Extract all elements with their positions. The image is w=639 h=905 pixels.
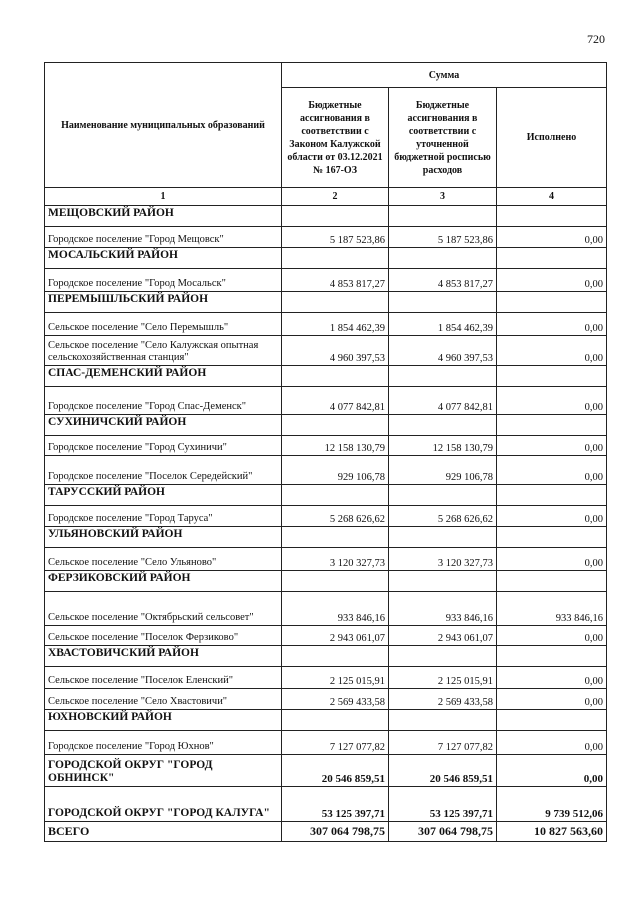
total-label: ВСЕГО: [45, 822, 282, 842]
settlement-name: Городское поселение "Поселок Середейский": [45, 456, 282, 485]
refined-allocation-value: 933 846,16: [389, 592, 497, 626]
settlement-row: [45, 592, 607, 626]
refined-allocation-value: 12 158 130,79: [389, 436, 497, 456]
empty-cell: [389, 710, 497, 731]
law-allocation-value: 20 546 859,51: [282, 755, 389, 787]
settlement-name: Городское поселение "Город Мосальск": [45, 269, 282, 292]
empty-cell: [282, 571, 389, 592]
settlement-row: [45, 436, 607, 456]
refined-allocation-value: 2 943 061,07: [389, 626, 497, 646]
district-row: [45, 485, 607, 506]
header-executed: Исполнено: [497, 88, 607, 188]
empty-cell: [497, 527, 607, 548]
law-allocation-value: 2 943 061,07: [282, 626, 389, 646]
law-allocation-value: 2 125 015,91: [282, 667, 389, 689]
settlement-name: ГОРОДСКОЙ ОКРУГ "ГОРОД КАЛУГА": [45, 787, 282, 822]
empty-cell: [282, 710, 389, 731]
empty-cell: [497, 646, 607, 667]
law-allocation-value: 7 127 077,82: [282, 731, 389, 755]
empty-cell: [389, 571, 497, 592]
column-number: 1: [45, 188, 282, 206]
empty-cell: [282, 292, 389, 313]
refined-allocation-value: 929 106,78: [389, 456, 497, 485]
settlement-name: Городское поселение "Город Таруса": [45, 506, 282, 527]
district-name: МОСАЛЬСКИЙ РАЙОН: [45, 248, 282, 269]
settlement-row: [45, 626, 607, 646]
district-name: СПАС-ДЕМЕНСКИЙ РАЙОН: [45, 366, 282, 387]
header-name: Наименование муниципальных образований: [45, 63, 282, 188]
district-row: [45, 710, 607, 731]
empty-cell: [389, 485, 497, 506]
settlement-row: [45, 667, 607, 689]
settlement-row: [45, 313, 607, 336]
district-row: [45, 366, 607, 387]
law-allocation-value: 4 960 397,53: [282, 336, 389, 366]
empty-cell: [389, 248, 497, 269]
empty-cell: [497, 366, 607, 387]
empty-cell: [497, 292, 607, 313]
empty-cell: [497, 415, 607, 436]
settlement-name: ГОРОДСКОЙ ОКРУГ "ГОРОД ОБНИНСК": [45, 755, 282, 787]
empty-cell: [389, 415, 497, 436]
page-number: 720: [587, 32, 605, 46]
settlement-row: [45, 269, 607, 292]
law-allocation-value: 12 158 130,79: [282, 436, 389, 456]
empty-cell: [497, 571, 607, 592]
settlement-row: [45, 336, 607, 366]
executed-value: 0,00: [497, 731, 607, 755]
empty-cell: [282, 485, 389, 506]
law-allocation-value: 53 125 397,71: [282, 787, 389, 822]
executed-value: 0,00: [497, 689, 607, 710]
district-row: [45, 527, 607, 548]
law-allocation-value: 5 187 523,86: [282, 227, 389, 248]
empty-cell: [389, 206, 497, 227]
executed-value: 933 846,16: [497, 592, 607, 626]
settlement-row: [45, 387, 607, 415]
district-name: ПЕРЕМЫШЛЬСКИЙ РАЙОН: [45, 292, 282, 313]
settlement-name: Сельское поселение "Село Хвастовичи": [45, 689, 282, 710]
settlement-row: [45, 456, 607, 485]
settlement-name: Сельское поселение "Поселок Еленский": [45, 667, 282, 689]
executed-value: 0,00: [497, 626, 607, 646]
executed-value: 0,00: [497, 755, 607, 787]
district-name: СУХИНИЧСКИЙ РАЙОН: [45, 415, 282, 436]
settlement-name: Сельское поселение "Поселок Ферзиково": [45, 626, 282, 646]
empty-cell: [282, 527, 389, 548]
law-allocation-value: 1 854 462,39: [282, 313, 389, 336]
executed-value: 0,00: [497, 456, 607, 485]
settlement-row: [45, 506, 607, 527]
refined-allocation-value: 2 125 015,91: [389, 667, 497, 689]
empty-cell: [497, 710, 607, 731]
executed-value: 0,00: [497, 227, 607, 248]
empty-cell: [282, 366, 389, 387]
law-allocation-value: 4 853 817,27: [282, 269, 389, 292]
header-refined-allocation: Бюджетные ассигнования в соответствии с уточненной бюджетной росписью расходов: [389, 88, 497, 188]
empty-cell: [282, 646, 389, 667]
district-name: УЛЬЯНОВСКИЙ РАЙОН: [45, 527, 282, 548]
settlement-name: Сельское поселение "Село Калужская опытная сельскохозяйственная станция": [45, 336, 282, 366]
executed-value: 0,00: [497, 667, 607, 689]
refined-allocation-value: 3 120 327,73: [389, 548, 497, 571]
executed-value: 9 739 512,06: [497, 787, 607, 822]
empty-cell: [282, 206, 389, 227]
refined-allocation-value: 53 125 397,71: [389, 787, 497, 822]
law-allocation-value: 4 077 842,81: [282, 387, 389, 415]
header-law-allocation: Бюджетные ассигнования в соответствии с Законом Калужской области от 03.12.2021 № 167-ОЗ: [282, 88, 389, 188]
law-allocation-value: 933 846,16: [282, 592, 389, 626]
empty-cell: [497, 248, 607, 269]
refined-allocation-value: 20 546 859,51: [389, 755, 497, 787]
law-allocation-value: 3 120 327,73: [282, 548, 389, 571]
settlement-name: Городское поселение "Город Спас-Деменск": [45, 387, 282, 415]
settlement-row: [45, 227, 607, 248]
header-summa: Сумма: [282, 63, 607, 88]
settlement-name: Сельское поселение "Село Ульяново": [45, 548, 282, 571]
refined-allocation-value: 4 853 817,27: [389, 269, 497, 292]
refined-allocation-value: 5 268 626,62: [389, 506, 497, 527]
executed-value: 0,00: [497, 313, 607, 336]
budget-table: [44, 62, 607, 842]
law-allocation-value: 929 106,78: [282, 456, 389, 485]
total-refined-allocation: 307 064 798,75: [389, 822, 497, 842]
column-number: 2: [282, 188, 389, 206]
empty-cell: [389, 527, 497, 548]
executed-value: 0,00: [497, 436, 607, 456]
city-district-row: [45, 755, 607, 787]
total-law-allocation: 307 064 798,75: [282, 822, 389, 842]
settlement-name: Городское поселение "Город Сухиничи": [45, 436, 282, 456]
refined-allocation-value: 2 569 433,58: [389, 689, 497, 710]
law-allocation-value: 5 268 626,62: [282, 506, 389, 527]
law-allocation-value: 2 569 433,58: [282, 689, 389, 710]
district-row: [45, 415, 607, 436]
settlement-name: Городское поселение "Город Юхнов": [45, 731, 282, 755]
executed-value: 0,00: [497, 269, 607, 292]
total-row: [45, 822, 607, 842]
district-row: [45, 571, 607, 592]
district-name: МЕЩОВСКИЙ РАЙОН: [45, 206, 282, 227]
total-executed: 10 827 563,60: [497, 822, 607, 842]
executed-value: 0,00: [497, 387, 607, 415]
district-row: [45, 292, 607, 313]
empty-cell: [389, 366, 497, 387]
refined-allocation-value: 4 960 397,53: [389, 336, 497, 366]
empty-cell: [497, 485, 607, 506]
city-district-row: [45, 787, 607, 822]
district-row: [45, 206, 607, 227]
table-body: [45, 206, 607, 822]
refined-allocation-value: 1 854 462,39: [389, 313, 497, 336]
column-number: 4: [497, 188, 607, 206]
district-name: ФЕРЗИКОВСКИЙ РАЙОН: [45, 571, 282, 592]
executed-value: 0,00: [497, 548, 607, 571]
refined-allocation-value: 5 187 523,86: [389, 227, 497, 248]
settlement-name: Сельское поселение "Село Перемышль": [45, 313, 282, 336]
refined-allocation-value: 7 127 077,82: [389, 731, 497, 755]
executed-value: 0,00: [497, 336, 607, 366]
settlement-name: Сельское поселение "Октябрьский сельсовет": [45, 592, 282, 626]
district-row: [45, 248, 607, 269]
settlement-row: [45, 731, 607, 755]
column-number: 3: [389, 188, 497, 206]
district-name: ЮХНОВСКИЙ РАЙОН: [45, 710, 282, 731]
empty-cell: [389, 646, 497, 667]
empty-cell: [389, 292, 497, 313]
empty-cell: [282, 248, 389, 269]
district-name: ТАРУССКИЙ РАЙОН: [45, 485, 282, 506]
district-name: ХВАСТОВИЧСКИЙ РАЙОН: [45, 646, 282, 667]
refined-allocation-value: 4 077 842,81: [389, 387, 497, 415]
executed-value: 0,00: [497, 506, 607, 527]
empty-cell: [497, 206, 607, 227]
district-row: [45, 646, 607, 667]
settlement-row: [45, 689, 607, 710]
empty-cell: [282, 415, 389, 436]
settlement-name: Городское поселение "Город Мещовск": [45, 227, 282, 248]
settlement-row: [45, 548, 607, 571]
